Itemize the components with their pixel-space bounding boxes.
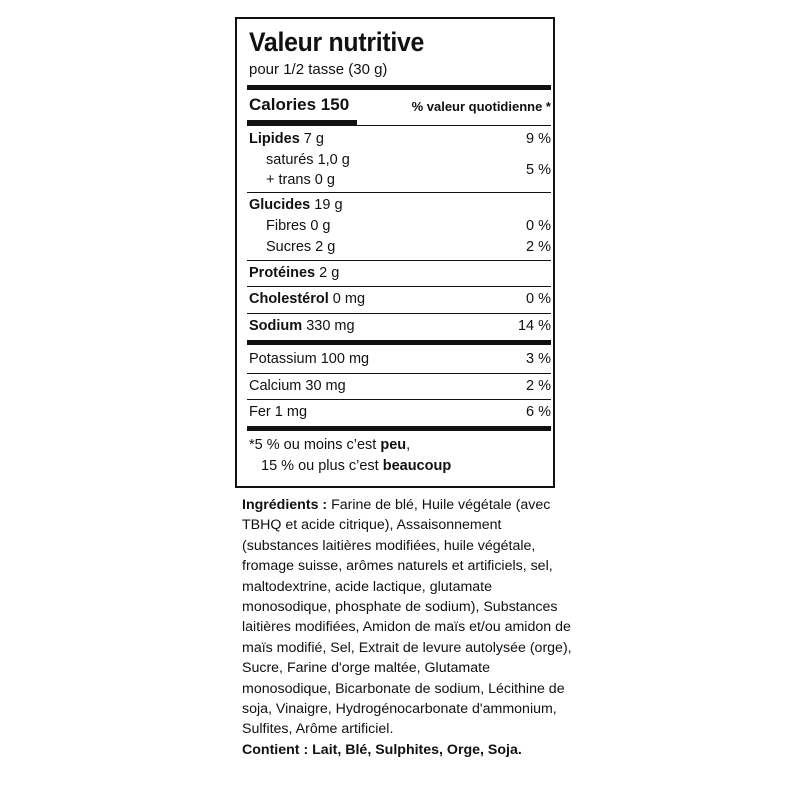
nutrient-text: Calcium 30 mg [249, 378, 346, 394]
nutrient-name: Sodium [249, 318, 303, 334]
divider [247, 313, 551, 314]
ingredients-text: Farine de blé, Huile végétale (avec TBHQ et acide citrique), Assaisonnement (substances laitières modifiées, huile végétale, fromage suisse, arômes naturels et artificiels, sel, maltodextrine, acide lactique, glutamate monosodique, phosphate de sodium), Substances laitières modifiées, Amidon de maïs et/ou amidon de maïs modifié, Sel, Extrait de levure autolysée (orge), Sucre, Farine d'orge maltée, Glutamate monosodique, Bicarbonate de sodium, Lécithine de soja, Vinaigre, Hydrogénocarbonate d'ammonium, Sulfites, Arôme artificiel. [242, 497, 572, 738]
nutrient-text: + trans 0 g [266, 172, 335, 188]
serving-size: pour 1/2 tasse (30 g) [249, 61, 388, 78]
divider [247, 125, 551, 126]
ingredients-list [242, 495, 572, 740]
ingredients-heading: Ingrédients : [242, 497, 328, 513]
nutrient-dv: 9 % [526, 131, 551, 147]
divider [247, 286, 551, 287]
divider-thick [247, 426, 551, 431]
label-title: Valeur nutritive [249, 27, 425, 57]
ingredients-block [242, 495, 572, 760]
nutrient-dv: 2 % [526, 378, 551, 394]
nutrient-text: Potassium 100 mg [249, 351, 370, 367]
nutrient-name: Glucides [249, 197, 311, 213]
nutrient-text: saturés 1,0 g [266, 152, 350, 168]
nutrient-dv: 0 % [526, 218, 551, 234]
sugars-row [249, 237, 551, 257]
carbs-row [249, 195, 551, 215]
footnote-bold: peu [380, 437, 407, 453]
nutrient-name: Protéines [249, 265, 316, 281]
saturated-row [249, 150, 551, 170]
divider-thick [247, 340, 551, 345]
calcium-row [249, 376, 551, 396]
nutrient-dv: 3 % [526, 351, 551, 367]
allergen-statement: Contient : Lait, Blé, Sulphites, Orge, Soja. [242, 741, 522, 758]
daily-value-header: % valeur quotidienne * [411, 99, 551, 114]
divider [247, 192, 551, 193]
footnote-line-2 [249, 456, 551, 476]
trans-row [249, 162, 551, 190]
nutrient-dv: 14 % [517, 318, 551, 334]
nutrient-text: Fer 1 mg [249, 404, 308, 420]
divider [247, 373, 551, 374]
footnote-bold: beaucoup [382, 458, 452, 474]
nutrient-dv: 0 % [526, 291, 551, 307]
nutrient-text: Fibres 0 g [266, 218, 331, 234]
nutrient-amount: 0 mg [332, 291, 366, 307]
fat-row [249, 129, 551, 149]
sodium-row [249, 316, 551, 336]
calories: Calories 150 [249, 95, 350, 114]
nutrient-name: Cholestérol [249, 291, 329, 307]
divider [247, 260, 551, 261]
calories-row [249, 95, 551, 115]
divider-thick [247, 85, 551, 90]
potassium-row [249, 349, 551, 369]
iron-row [249, 402, 551, 422]
protein-row [249, 263, 551, 283]
footnote-line-1 [249, 435, 551, 455]
cholesterol-row [249, 289, 551, 309]
nutrient-dv: 5 % [526, 162, 551, 178]
fibre-row [249, 216, 551, 236]
nutrient-amount: 2 g [319, 265, 340, 281]
footnote-text: 15 % ou plus c’est [261, 458, 379, 474]
nutrient-name: Lipides [249, 131, 300, 147]
nutrient-dv: 6 % [526, 404, 551, 420]
nutrition-facts-table [235, 17, 555, 488]
nutrient-amount: 330 mg [306, 318, 355, 334]
footnote-punct: , [406, 437, 411, 453]
nutrient-amount: 7 g [303, 131, 324, 147]
divider [247, 399, 551, 400]
nutrient-text: Sucres 2 g [266, 239, 336, 255]
footnote-text: *5 % ou moins c’est [249, 437, 377, 453]
nutrient-dv: 2 % [526, 239, 551, 255]
nutrient-amount: 19 g [314, 197, 343, 213]
